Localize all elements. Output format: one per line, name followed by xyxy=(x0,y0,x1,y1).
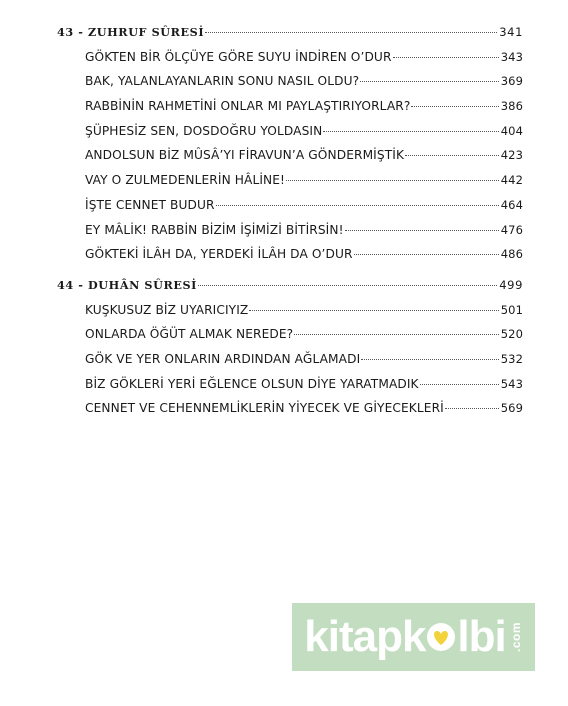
toc-title: CENNET VE CEHENNEMLİKLERİN YİYECEK VE GİYECEKLERİ xyxy=(85,401,444,416)
toc-entry[interactable] xyxy=(57,303,523,328)
toc-title: VAY O ZULMEDENLERİN HÂLİNE! xyxy=(85,173,286,188)
toc-entry[interactable] xyxy=(57,99,523,124)
table-of-contents xyxy=(57,25,523,426)
toc-title: GÖK VE YER ONLARIN ARDINDAN AĞLAMADI xyxy=(85,351,361,366)
toc-entry[interactable] xyxy=(57,50,523,75)
toc-title: RABBİNİN RAHMETİNİ ONLAR MI PAYLAŞTIRIYORLAR? xyxy=(85,99,411,114)
toc-entry[interactable] xyxy=(57,173,523,198)
dot-leader xyxy=(361,359,498,360)
toc-title: ONLARDA ÖĞÜT ALMAK NEREDE? xyxy=(85,327,294,342)
watermark-wordmark xyxy=(304,612,523,662)
toc-page-number: 386 xyxy=(500,99,523,114)
toc-title: KUŞKUSUZ BİZ UYARICIYIZ xyxy=(85,302,249,317)
dot-leader xyxy=(205,32,497,33)
toc-page-number: 442 xyxy=(500,173,523,188)
toc-title: GÖKTEKİ İLÂH DA, YERDEKİ İLÂH DA O’DUR xyxy=(85,247,353,262)
watermark-domain: .com xyxy=(508,621,523,652)
watermark-text-right: lbi xyxy=(457,612,506,661)
toc-entry[interactable] xyxy=(57,352,523,377)
toc-entry[interactable] xyxy=(57,198,523,223)
toc-page-number: 423 xyxy=(500,148,523,163)
toc-page-number: 569 xyxy=(500,401,523,416)
toc-entry[interactable] xyxy=(57,124,523,149)
toc-title: 44 - DUHÂN SÛRESİ xyxy=(57,277,198,292)
toc-title: EY MÂLİK! RABBİN BİZİM İŞİMİZİ BİTİRSİN! xyxy=(85,222,344,237)
toc-entry[interactable] xyxy=(57,74,523,99)
dot-leader xyxy=(294,334,499,335)
watermark-logo xyxy=(292,603,535,671)
toc-page-number: 543 xyxy=(500,376,523,391)
dot-leader xyxy=(360,81,499,82)
toc-page-number: 486 xyxy=(500,247,523,262)
toc-page-number: 532 xyxy=(500,351,523,366)
dot-leader xyxy=(216,205,499,206)
toc-page-number: 464 xyxy=(500,197,523,212)
toc-chapter-heading[interactable] xyxy=(57,278,523,303)
dot-leader xyxy=(345,230,499,231)
toc-entry[interactable] xyxy=(57,223,523,248)
dot-leader xyxy=(393,57,499,58)
dot-leader xyxy=(198,285,497,286)
toc-title: GÖKTEN BİR ÖLÇÜYE GÖRE SUYU İNDİREN O’DUR xyxy=(85,49,392,64)
dot-leader xyxy=(323,131,498,132)
toc-page-number: 476 xyxy=(500,222,523,237)
dot-leader xyxy=(411,106,498,107)
heart-icon xyxy=(426,622,456,652)
toc-page-number: 501 xyxy=(500,302,523,317)
toc-entry[interactable] xyxy=(57,377,523,402)
dot-leader xyxy=(354,254,499,255)
toc-page-number: 520 xyxy=(500,327,523,342)
dot-leader xyxy=(445,408,499,409)
dot-leader xyxy=(249,310,498,311)
toc-title: ANDOLSUN BİZ MÛSÂ’YI FİRAVUN’A GÖNDERMİŞTİK xyxy=(85,148,405,163)
toc-title: 43 - ZUHRUF SÛRESİ xyxy=(57,25,205,39)
toc-title: ŞÜPHESİZ SEN, DOSDOĞRU YOLDASIN xyxy=(85,123,323,138)
dot-leader xyxy=(405,155,499,156)
toc-entry[interactable] xyxy=(57,401,523,426)
toc-title: BİZ GÖKLERİ YERİ EĞLENCE OLSUN DİYE YARATMADIK xyxy=(85,376,419,391)
toc-page-number: 369 xyxy=(500,74,523,89)
toc-page-number: 499 xyxy=(499,277,523,292)
toc-chapter-heading[interactable] xyxy=(57,25,523,50)
toc-entry[interactable] xyxy=(57,327,523,352)
toc-title: İŞTE CENNET BUDUR xyxy=(85,197,215,212)
toc-entry[interactable] xyxy=(57,148,523,173)
dot-leader xyxy=(286,180,499,181)
toc-page-number: 341 xyxy=(499,25,523,39)
toc-title: BAK, YALANLAYANLARIN SONU NASIL OLDU? xyxy=(85,74,360,89)
toc-entry[interactable] xyxy=(57,247,523,272)
toc-page-number: 404 xyxy=(500,123,523,138)
toc-page-number: 343 xyxy=(500,49,523,64)
dot-leader xyxy=(420,384,499,385)
watermark-text-left: kitapk xyxy=(304,612,426,661)
